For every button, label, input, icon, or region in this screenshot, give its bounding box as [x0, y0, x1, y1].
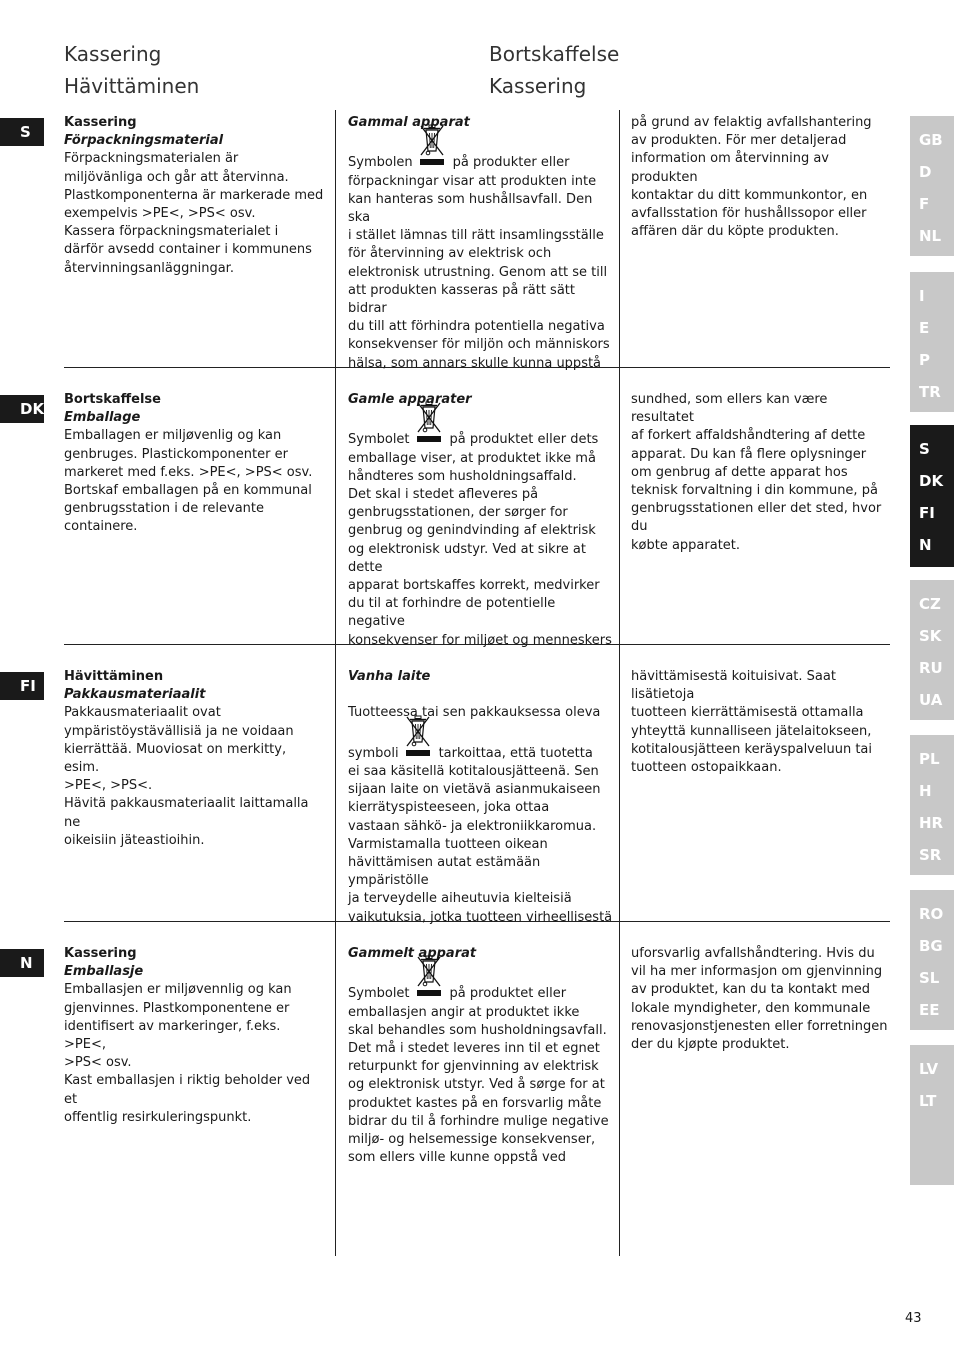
language-code[interactable]: EE — [919, 1001, 940, 1019]
language-code[interactable]: N — [919, 536, 932, 554]
text-line: vil ha mer informasjon om gjenvinning — [631, 964, 883, 980]
symbol-line — [348, 427, 613, 449]
text-line: hävittämisestä koituisivat. Saat lisätietoja — [631, 669, 836, 703]
text-line: Bortskaf emballagen på en kommunal — [64, 483, 312, 499]
text-line: emballage viser, at produktet ikke må — [348, 450, 596, 466]
section-title: Kassering — [64, 115, 137, 130]
text-line: konsekvenser for miljøet og menneskers — [348, 632, 612, 648]
appliance-title: Vanha laite — [348, 669, 431, 684]
language-tag: S — [0, 118, 44, 146]
appliance-column — [348, 945, 613, 1167]
language-code[interactable]: DK — [919, 472, 944, 490]
language-code[interactable]: P — [919, 351, 930, 369]
section-subtitle: Emballage — [64, 410, 141, 426]
text-line: identifisert av markeringer, f.eks. >PE<, — [64, 1018, 281, 1053]
section-subtitle: Pakkausmateriaalit — [64, 687, 206, 703]
text-fragment: tarkoittaa, että tuotetta — [438, 745, 593, 761]
text-line: genbrugsstation i de relevante — [64, 501, 265, 517]
text-line: konsekvenser för miljön och människors — [348, 337, 610, 353]
language-code[interactable]: F — [919, 195, 930, 213]
appliance-title: Gammal apparat — [348, 115, 470, 130]
text-line: ei saa käsitellä kotitalousjätteenä. Sen — [348, 763, 599, 779]
text-line: avfallsstation för hushållssopor eller — [631, 206, 867, 222]
text-line: produktet kastes på en forsvarlig måte — [348, 1095, 602, 1111]
spacer — [348, 132, 613, 150]
language-code[interactable]: GB — [919, 131, 943, 149]
text-fragment: Symbolet — [348, 986, 410, 1002]
continuation-column — [631, 668, 893, 777]
header-right-line2: Kassering — [489, 74, 587, 98]
text-line: oikeisiin jäteastioihin. — [64, 832, 205, 848]
language-code[interactable]: SK — [919, 627, 942, 645]
spacer — [348, 409, 613, 427]
language-group — [910, 580, 954, 720]
text-fragment: Symbolen — [348, 155, 413, 171]
text-line: sijaan laite on vietävä asianmukaiseen — [348, 782, 601, 798]
section-title: Hävittäminen — [64, 669, 164, 684]
text-line: på grund av felaktig avfallshantering — [631, 115, 872, 130]
language-tag: N — [0, 949, 44, 977]
symbol-line — [348, 741, 613, 763]
text-line: genbrugsstationen, der sørger for — [348, 505, 568, 521]
appliance-title: Gammelt apparat — [348, 946, 477, 961]
section-title: Kassering — [64, 946, 137, 961]
symbol-line — [348, 150, 613, 172]
text-line: Det skal i stedet afleveres på — [348, 487, 539, 502]
header-left-line1: Kassering — [64, 42, 162, 66]
text-line: returpunkt for gjenvinning av elektrisk — [348, 1059, 599, 1075]
text-line: för återvinning av elektrisk och — [348, 246, 552, 262]
text-line: av produkten. För mer detaljerad — [631, 133, 847, 149]
header-left-line2: Hävittäminen — [64, 74, 200, 98]
language-code[interactable]: LT — [919, 1092, 937, 1110]
language-code[interactable]: RO — [919, 905, 944, 923]
text-fragment: på produktet eller — [449, 986, 567, 1002]
spacer — [348, 963, 613, 981]
text-line: >PS< osv. — [64, 1055, 132, 1071]
language-code[interactable]: E — [919, 319, 930, 337]
text-line: av produktet, kan du ta kontakt med — [631, 982, 870, 998]
text-line: genbrug og genindvinding af elektrisk — [348, 523, 596, 539]
weee-bin-icon — [416, 981, 442, 999]
spacer — [348, 723, 613, 741]
text-fragment: symboli — [348, 745, 399, 761]
header-right — [489, 38, 619, 102]
text-line: elektronisk utrustning. Genom att se till — [348, 264, 608, 280]
column-divider-1 — [335, 110, 336, 1256]
language-code[interactable]: CZ — [919, 595, 941, 613]
appliance-title: Gamle apparater — [348, 392, 472, 407]
language-group — [910, 735, 954, 875]
language-code[interactable]: PL — [919, 750, 940, 768]
text-line: og elektronisk udstyr. Ved at sikre at dette — [348, 541, 586, 575]
text-line: exempelvis >PE<, >PS< osv. — [64, 206, 256, 222]
text-line: du til at forhindre de potentielle negative — [348, 596, 556, 630]
text-line: emballasjen angir at produktet ikke — [348, 1004, 580, 1020]
text-line: sundhed, som ellers kan være resultatet — [631, 392, 828, 426]
continuation-column — [631, 391, 893, 555]
text-line: >PE<, >PS<. — [64, 778, 153, 794]
text-line: kontaktar du ditt kommunkontor, en — [631, 187, 868, 203]
header-right-line1: Bortskaffelse — [489, 42, 620, 66]
weee-bin-icon — [405, 741, 431, 759]
text-line: Plastkomponenterna är markerade med — [64, 187, 324, 203]
text-line: apparat. Du kan få flere oplysninger — [631, 446, 867, 462]
text-line: offentlig resirkuleringspunkt. — [64, 1109, 252, 1125]
appliance-column — [348, 391, 613, 650]
language-code[interactable]: H — [919, 782, 932, 800]
text-line: apparat bortskaffes korrekt, medvirker — [348, 578, 600, 594]
text-line: du till att förhindra potentiella negativa — [348, 319, 605, 335]
language-code[interactable]: SR — [919, 846, 942, 864]
text-line: därför avsedd container i kommunens — [64, 242, 312, 258]
text-line: Det må i stedet leveres inn til et egnet — [348, 1041, 600, 1056]
text-fragment: Symbolet — [348, 432, 410, 448]
section-title: Bortskaffelse — [64, 392, 161, 407]
language-code[interactable]: I — [919, 287, 925, 305]
text-line: Hävitä pakkausmateriaalit laittamalla ne — [64, 796, 309, 830]
text-line: Pakkausmateriaalit ovat — [64, 705, 221, 721]
text-line: der du kjøpte produktet. — [631, 1037, 790, 1053]
spacer — [348, 686, 613, 704]
weee-bin-icon — [419, 150, 445, 168]
text-line: miljövänliga och går att återvinna. — [64, 169, 289, 185]
text-line: om genbrug af dette apparat hos — [631, 464, 848, 480]
column-divider-2 — [619, 110, 620, 1256]
text-line: Tuotteessa tai sen pakkauksessa oleva — [348, 705, 601, 721]
text-line: markeret med f.eks. >PE<, >PS< osv. — [64, 464, 313, 480]
text-line: Kassera förpackningsmaterialet i — [64, 224, 279, 240]
text-line: skal behandles som husholdningsavfall. — [348, 1022, 607, 1038]
text-line: bidrar du til å forhindre mulige negative — [348, 1113, 609, 1129]
packaging-column — [64, 945, 324, 1127]
text-line: af forkert affaldshåndtering af dette — [631, 428, 866, 444]
language-tag: DK — [0, 395, 44, 423]
packaging-column — [64, 114, 324, 278]
text-line: Emballasjen er miljøvennlig og kan — [64, 982, 292, 998]
language-code[interactable]: TR — [919, 383, 941, 401]
header-left — [64, 38, 199, 102]
text-line: Kast emballasjen i riktig beholder ved et — [64, 1073, 311, 1107]
text-line: ja terveydelle aiheutuvia kielteisiä — [348, 891, 572, 907]
text-line: hävittämisen autat estämään ympäristölle — [348, 855, 541, 889]
text-line: containere. — [64, 519, 138, 535]
text-line: gjenvinnes. Plastkomponentene er — [64, 1000, 290, 1016]
text-line: købte apparatet. — [631, 537, 741, 553]
text-line: renovasjonstjenesten eller forretningen — [631, 1018, 888, 1034]
text-line: genbruges. Plastickomponenter er — [64, 446, 288, 462]
language-group — [910, 1045, 954, 1185]
appliance-column — [348, 668, 613, 927]
text-fragment: på produktet eller dets — [449, 432, 599, 448]
language-group — [910, 272, 954, 412]
text-line: yhteyttä kunnalliseen jätelaitokseen, — [631, 723, 872, 739]
language-code[interactable]: SL — [919, 969, 940, 987]
section-subtitle: Emballasje — [64, 964, 144, 980]
text-line: återvinningsanläggningar. — [64, 260, 234, 276]
language-code[interactable]: UA — [919, 691, 943, 709]
text-line: kierrättää. Muoviosat on merkitty, esim. — [64, 741, 287, 776]
text-line: kotitalousjätteen keräyspalveluun tai — [631, 741, 873, 757]
text-line: håndteres som husholdningsaffald. — [348, 468, 577, 484]
text-line: tuotteen ostopaikkaan. — [631, 760, 782, 776]
language-group — [910, 425, 954, 567]
text-line: vaikutuksia, jotka tuotteen virheellisestä — [348, 909, 613, 925]
text-line: hälsa, som annars skulle kunna uppstå — [348, 355, 602, 371]
text-line: og elektronisk utstyr. Ved å sørge for at — [348, 1077, 605, 1093]
text-line: tuotteen kierrättämisestä ottamalla — [631, 705, 864, 721]
text-line: kan hanteras som hushållsavfall. Den ska — [348, 191, 593, 225]
text-line: som ellers ville kunne oppstå ved — [348, 1150, 566, 1166]
weee-bin-icon — [416, 427, 442, 445]
language-code[interactable]: FI — [919, 504, 935, 522]
appliance-column — [348, 114, 613, 373]
text-line: kierrätyspisteeseen, joka ottaa — [348, 800, 550, 816]
text-line: Emballagen er miljøvenlig og kan — [64, 428, 282, 444]
packaging-column — [64, 391, 324, 537]
text-line: att produkten kasseras på rätt sätt bidrar — [348, 282, 575, 317]
language-code[interactable]: LV — [919, 1060, 939, 1078]
page-number: 43 — [905, 1311, 922, 1326]
text-fragment: på produkter eller — [452, 155, 570, 171]
packaging-column — [64, 668, 324, 850]
text-line: i stället lämnas till rätt insamlingsställe — [348, 228, 604, 244]
language-code[interactable]: S — [919, 440, 930, 458]
text-line: uforsvarlig avfallshåndtering. Hvis du — [631, 946, 875, 961]
text-line: lokale myndigheter, den kommunale — [631, 1000, 871, 1016]
text-line: genbrugsstationen eller det sted, hvor du — [631, 501, 882, 535]
language-code[interactable]: RU — [919, 659, 943, 677]
text-line: teknisk forvaltning i din kommune, på — [631, 483, 878, 499]
section-subtitle: Förpackningsmaterial — [64, 133, 224, 149]
text-line: information om återvinning av produkten — [631, 151, 829, 185]
text-line: ympäristöystävällisiä ja ne voidaan — [64, 723, 294, 739]
text-line: Varmistamalla tuotteen oikean — [348, 836, 548, 852]
text-line: affären där du köpte produkten. — [631, 224, 839, 240]
text-line: förpackningar visar att produkten inte — [348, 173, 597, 189]
text-line: vastaan sähkö- ja elektroniikkaromua. — [348, 818, 597, 834]
language-group — [910, 116, 954, 256]
continuation-column — [631, 114, 893, 241]
continuation-column — [631, 945, 893, 1054]
language-tag: FI — [0, 672, 44, 700]
text-line: miljø- og helsemessige konsekvenser, — [348, 1132, 596, 1148]
language-code[interactable]: HR — [919, 814, 944, 832]
language-code[interactable]: NL — [919, 227, 942, 245]
language-code[interactable]: BG — [919, 937, 943, 955]
language-code[interactable]: D — [919, 163, 932, 181]
symbol-line — [348, 981, 613, 1003]
language-group — [910, 890, 954, 1030]
text-line: Förpackningsmaterialen är — [64, 151, 239, 167]
